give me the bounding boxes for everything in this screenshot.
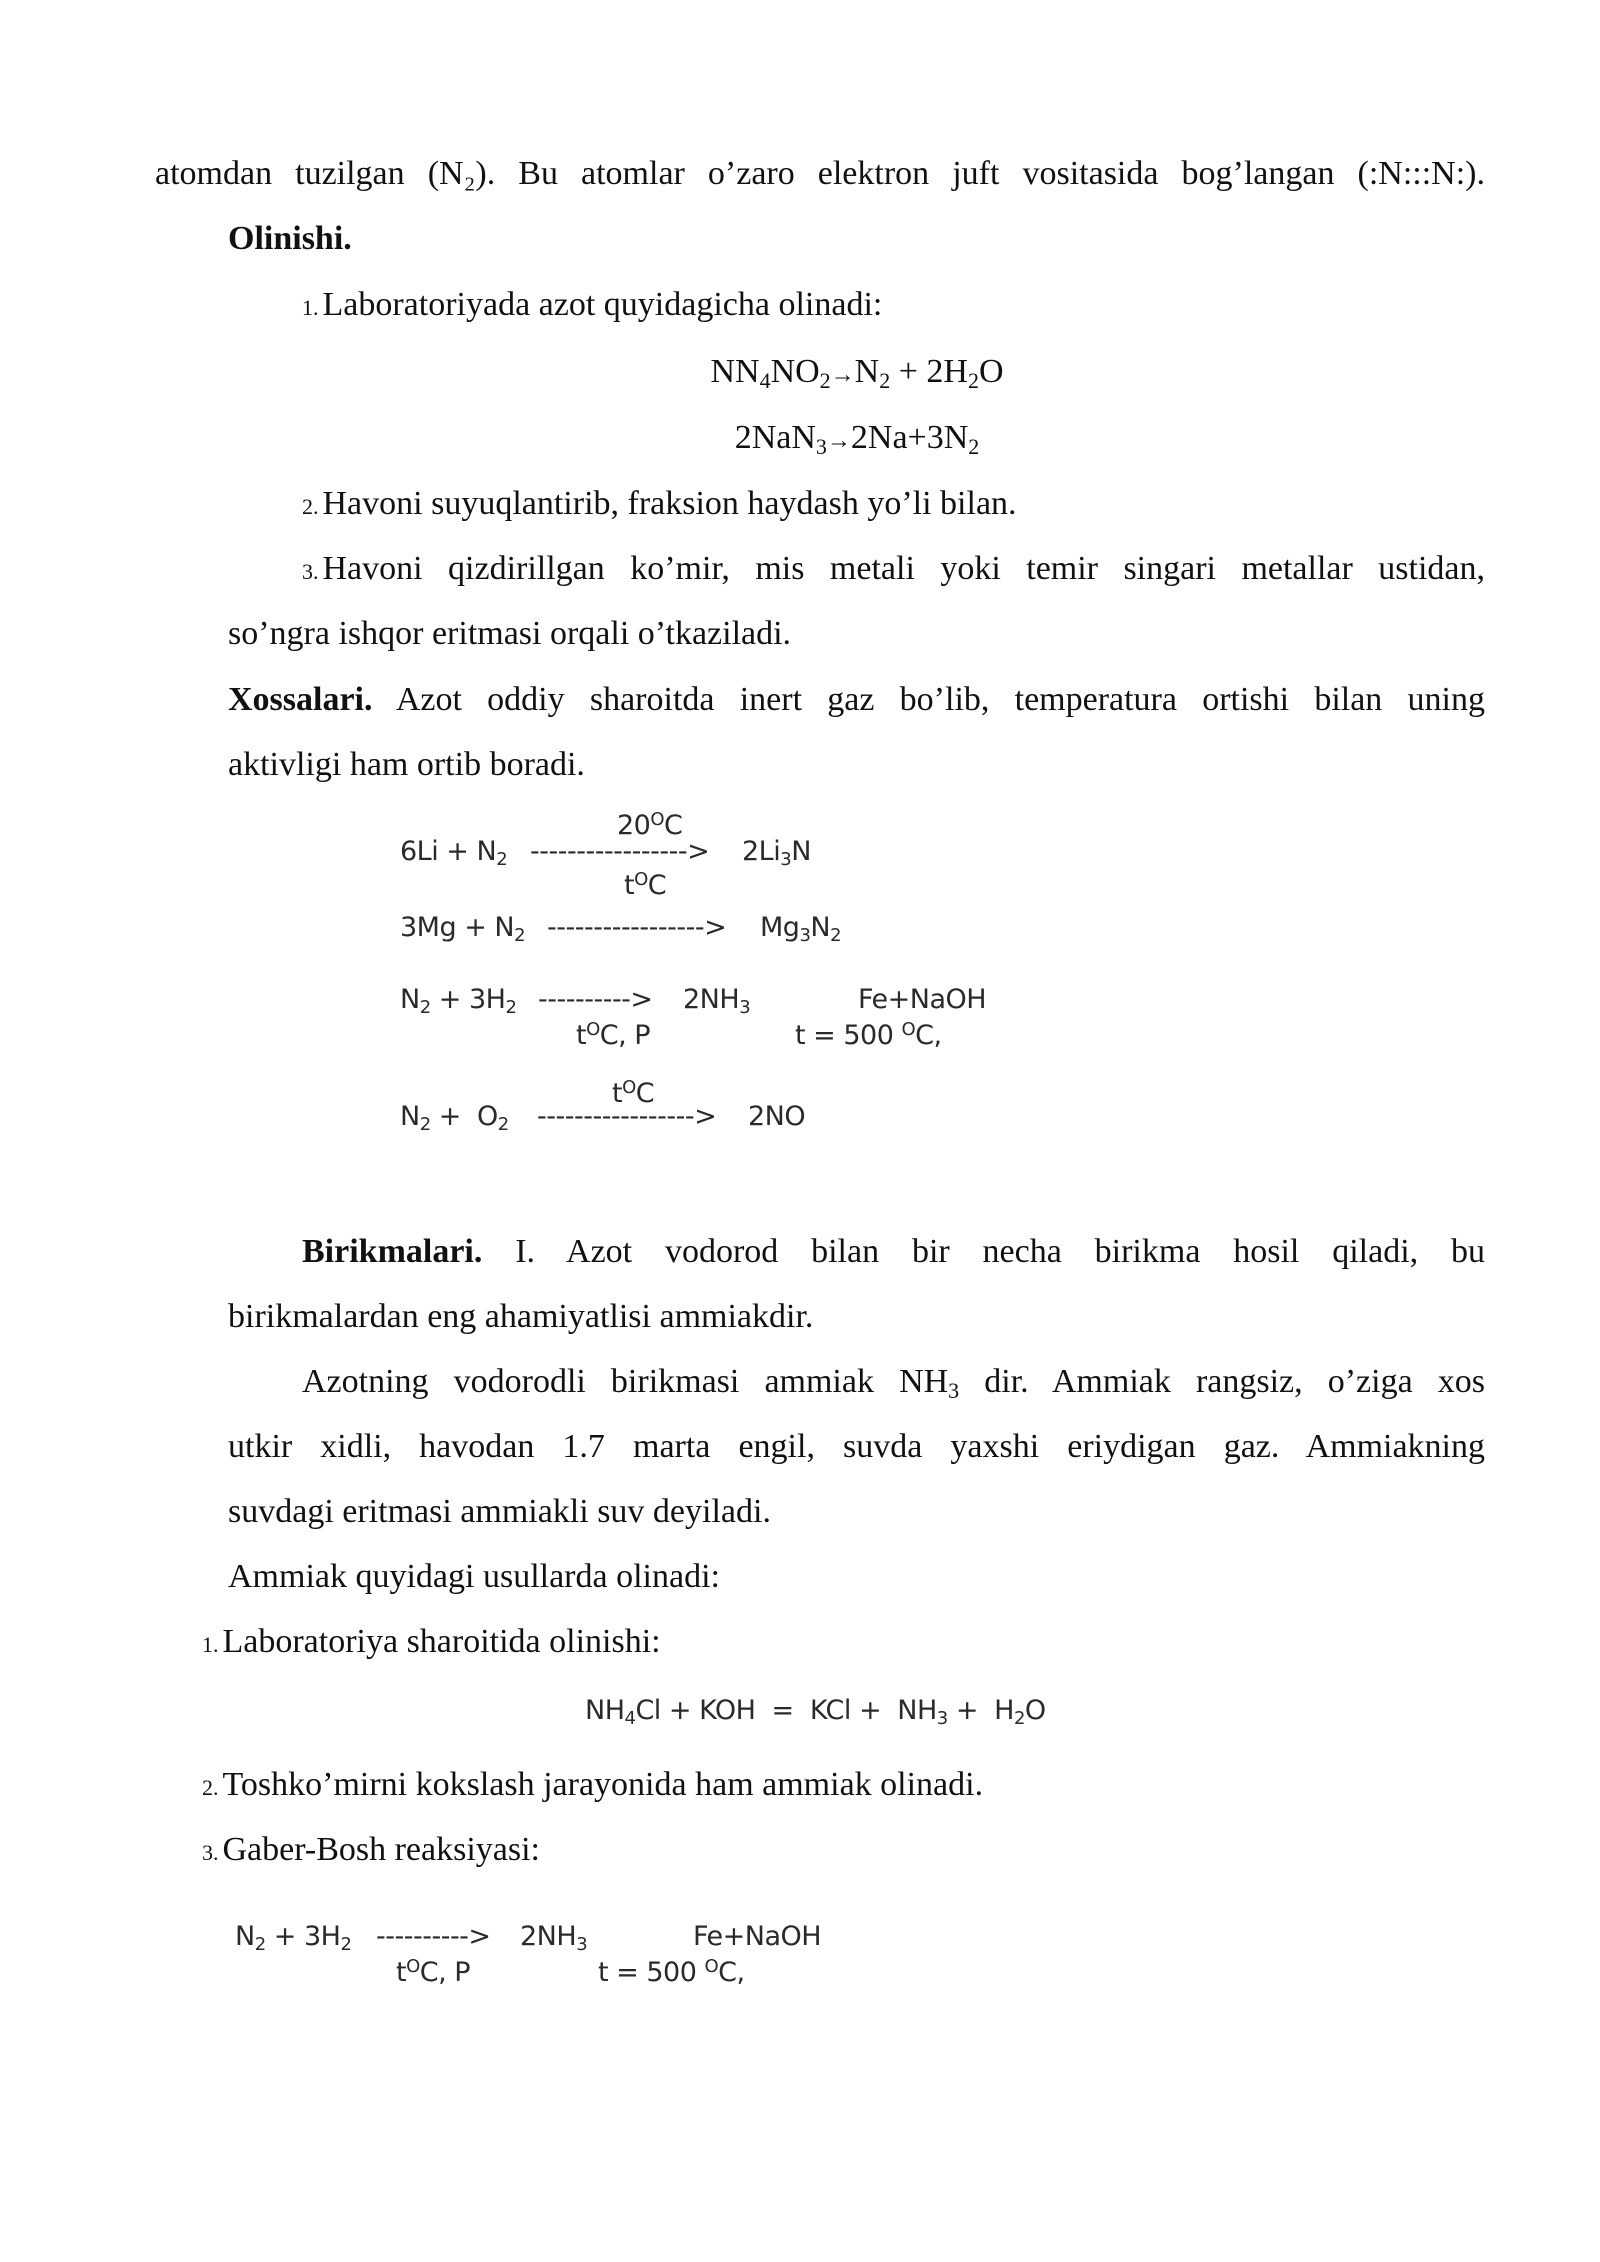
birikmalari-line-2: birikmalardan eng ahamiyatlisi ammiakdir. [228,1298,814,1335]
birikmalari-heading: Birikmalari. [302,1233,483,1270]
birikmalari-item-2 [202,1765,983,1806]
list-item-text: Gaber-Bosh reaksiyasi: [222,1831,541,1868]
r1-right: $2Li_3N$ [742,836,811,870]
list-item-text: Laboratoriya sharoitida olinishi: [222,1623,661,1660]
equation-1: $NN_4NO_2\to N_2 + 2H_2O$ [710,353,1004,393]
r3-right: $2NH_3$ [683,984,751,1018]
birikmalari-item-3 [202,1830,540,1871]
r3-arrow: ----------> [538,984,653,1015]
list-number: 3. [302,559,319,584]
r4-arrow: -----------------> [537,1101,717,1132]
list-number: 1. [302,295,319,320]
intro-line: atomdan tuzilgan (N₂). Bu atomlar o’zaro elektron juft vositasida bog’langan (:N:::N:). [155,155,1485,192]
olinishi-item-2 [302,484,1017,525]
ammiak-para-line-3: suvdagi eritmasi ammiakli suv deyiladi. [228,1493,771,1530]
haber-right: $2NH_3$ [520,1921,588,1955]
list-number: 1. [202,1632,219,1657]
list-item-text: Havoni qizdirillgan ko’mir, mis metali yoki temir singari metallar ustidan, [322,550,1485,587]
r2-left: $3Mg + N_2$ [400,912,526,946]
r3-below: $t^OC$, P [576,1019,651,1051]
r4-left: $N_2 + O_2$ [400,1101,509,1135]
r4-above: $t^OC$ [612,1077,655,1109]
olinishi-item-1 [302,285,882,326]
xossalari-line-2: aktivligi ham ortib boradi. [228,746,585,783]
ammiak-para-line-2: utkir xidli, havodan 1.7 marta engil, suvda yaxshi eriydigan gaz. Ammiakning [228,1428,1485,1465]
r2-right: $Mg_3N_2$ [760,912,842,946]
haber-temp: t = 500 $^O$C, [598,1956,745,1988]
birikmalari-line-1 [302,1232,1485,1273]
haber-left: $N_2 + 3H_2$ [235,1921,352,1955]
r3-left: $N_2 + 3H_2$ [400,984,517,1018]
birikmalari-text: I. Azot vodorod bilan bir necha birikma hosil qiladi, bu [515,1233,1485,1270]
birikmalari-item-1 [202,1622,661,1663]
olinishi-item-3-cont: so’ngra ishqor eritmasi orqali o’tkaziladi. [228,615,792,652]
xossalari-text: Azot oddiy sharoitda inert gaz bo’lib, temperatura ortishi bilan uning [395,681,1485,718]
ammiak-para-line-1: Azotning vodorodli birikmasi ammiak $NH_3$ dir. Ammiak rangsiz, o’ziga xos [302,1363,1485,1403]
r1-left: $6Li + N_2$ [400,836,508,870]
r1-above: $20^OC$ [617,809,683,841]
r1-arrow: -----------------> [530,836,710,867]
r2-arrow: -----------------> [547,912,727,943]
list-item-text: Laboratoriyada azot quyidagicha olinadi: [322,286,883,323]
xossalari-line-1 [228,680,1485,721]
olinishi-heading: Olinishi. [228,220,352,257]
haber-arrow: ----------> [376,1921,491,1952]
r4-right: 2NO [748,1101,806,1132]
r3-catalyst: Fe+NaOH [858,984,987,1015]
list-number: 3. [202,1840,219,1865]
list-number: 2. [202,1775,219,1800]
list-item-text: Toshko’mirni kokslash jarayonida ham ammiak olinadi. [222,1766,984,1803]
xossalari-heading: Xossalari. [228,681,373,718]
olinishi-item-3 [302,549,1485,590]
r1-below: $t^OC$ [624,869,667,901]
lab-equation: $NH_4Cl$ + KOH = KCl + $NH_3 + H_2O$ [585,1695,1046,1729]
haber-catalyst: Fe+NaOH [693,1921,822,1952]
equation-2: $2NaN_3\to 2Na+3N_2$ [734,419,980,459]
haber-below: $t^OC$, P [396,1956,471,1988]
list-number: 2. [302,494,319,519]
r3-temp: t = 500 $^O$C, [795,1019,942,1051]
ammiak-usullar: Ammiak quyidagi usullarda olinadi: [228,1558,720,1595]
list-item-text: Havoni suyuqlantirib, fraksion haydash yo’li bilan. [322,485,1017,522]
